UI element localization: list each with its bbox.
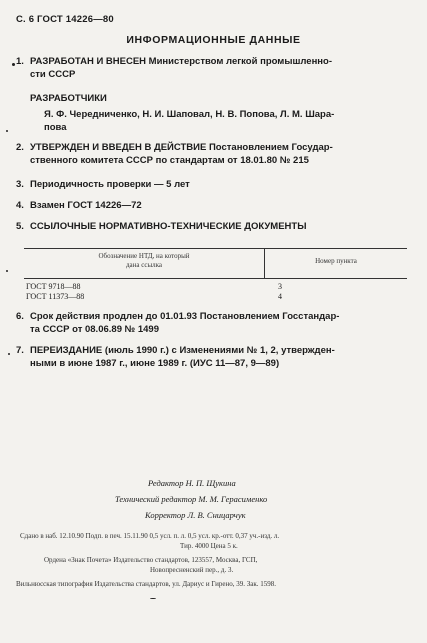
scan-speck [6, 270, 8, 272]
section-6-number: 6. [16, 311, 24, 322]
table-header-document-line-2: дана ссылка [125, 261, 163, 269]
section-1-line-1: РАЗРАБОТАН И ВНЕСЕН Министерством легкой промышленно- [30, 56, 333, 67]
table-header-document [24, 252, 264, 270]
section-5 [16, 220, 307, 233]
table-header-clause: Номер пункта [315, 257, 357, 265]
scan-speck [8, 353, 10, 355]
section-2 [16, 141, 333, 167]
section-3-number: 3. [16, 179, 24, 190]
section-5-number: 5. [16, 221, 24, 232]
imprint-line-5: Вильнюсская типография Издательства стандартов, ул. Дариус и Гирено, 39. Зак. 1598. [16, 580, 276, 588]
section-5-text: ССЫЛОЧНЫЕ НОРМАТИВНО-ТЕХНИЧЕСКИЕ ДОКУМЕНТЫ [30, 221, 307, 232]
section-7-line-1: ПЕРЕИЗДАНИЕ (июль 1990 г.) с Изменениями № 1, 2, утвержден- [30, 345, 335, 356]
imprint-line-2: Тир. 4000 Цена 5 к. [180, 542, 238, 550]
table-top-rule [24, 248, 407, 249]
developers-list [44, 108, 334, 134]
developers-heading: РАЗРАБОТЧИКИ [30, 93, 107, 104]
developers-line-2: пова [44, 122, 67, 133]
section-3 [16, 178, 190, 191]
section-7-number: 7. [16, 345, 24, 356]
page-header: С. 6 ГОСТ 14226—80 [16, 14, 114, 25]
imprint-line-4: Новопресненский пер., д. 3. [150, 566, 234, 574]
table-row-1-clause: 3 [278, 282, 282, 291]
section-6-line-1: Срок действия продлен до 01.01.93 Постановлением Госстандар- [30, 311, 340, 322]
section-2-line-2: ственного комитета СССР по стандартам от 18.01.80 № 215 [30, 155, 309, 166]
imprint-line-1: Сдано в наб. 12.10.90 Подп. в печ. 15.11.90 0,5 усл. п. л. 0,5 усл. кр.-отт. 0,37 уч.-изд. л. [20, 532, 280, 540]
section-4-number: 4. [16, 200, 24, 211]
table-header-document-line-1: Обозначение НТД, на который [98, 252, 190, 260]
section-4-text: Взамен ГОСТ 14226—72 [30, 200, 142, 211]
scan-speck [150, 598, 156, 599]
section-6 [16, 310, 339, 336]
page-title: ИНФОРМАЦИОННЫЕ ДАННЫЕ [126, 34, 301, 46]
section-2-number: 2. [16, 142, 24, 153]
scan-speck [6, 130, 8, 132]
section-2-line-1: УТВЕРЖДЕН И ВВЕДЕН В ДЕЙСТВИЕ Постановлением Государ- [30, 142, 333, 153]
proofreader-credit: Корректор Л. В. Сницарчук [145, 510, 246, 520]
section-4 [16, 199, 142, 212]
scan-speck [12, 63, 15, 66]
section-1 [16, 55, 332, 81]
developers-line-1: Я. Ф. Чередниченко, Н. И. Шаповал, Н. В. Попова, Л. М. Шара- [44, 109, 335, 120]
table-row-2-clause: 4 [278, 292, 282, 301]
editor-credit: Редактор Н. П. Щукина [148, 478, 236, 488]
table-header-rule [24, 278, 407, 279]
imprint-line-3: Ордена «Знак Почета» Издательство стандартов, 123557, Москва, ГСП, [44, 556, 258, 564]
section-3-text: Периодичность проверки — 5 лет [30, 179, 190, 190]
table-row-1-document: ГОСТ 9718—88 [26, 282, 81, 291]
table-row-2-document: ГОСТ 11373—88 [26, 292, 85, 301]
section-7 [16, 344, 335, 370]
section-6-line-2: та СССР от 08.06.89 № 1499 [30, 324, 159, 335]
section-1-number: 1. [16, 56, 24, 67]
section-7-line-2: ными в июне 1987 г., июне 1989 г. (ИУС 11—87, 9—89) [30, 358, 280, 369]
technical-editor-credit: Технический редактор М. М. Герасименко [115, 494, 268, 504]
section-1-line-2: сти СССР [30, 69, 76, 80]
